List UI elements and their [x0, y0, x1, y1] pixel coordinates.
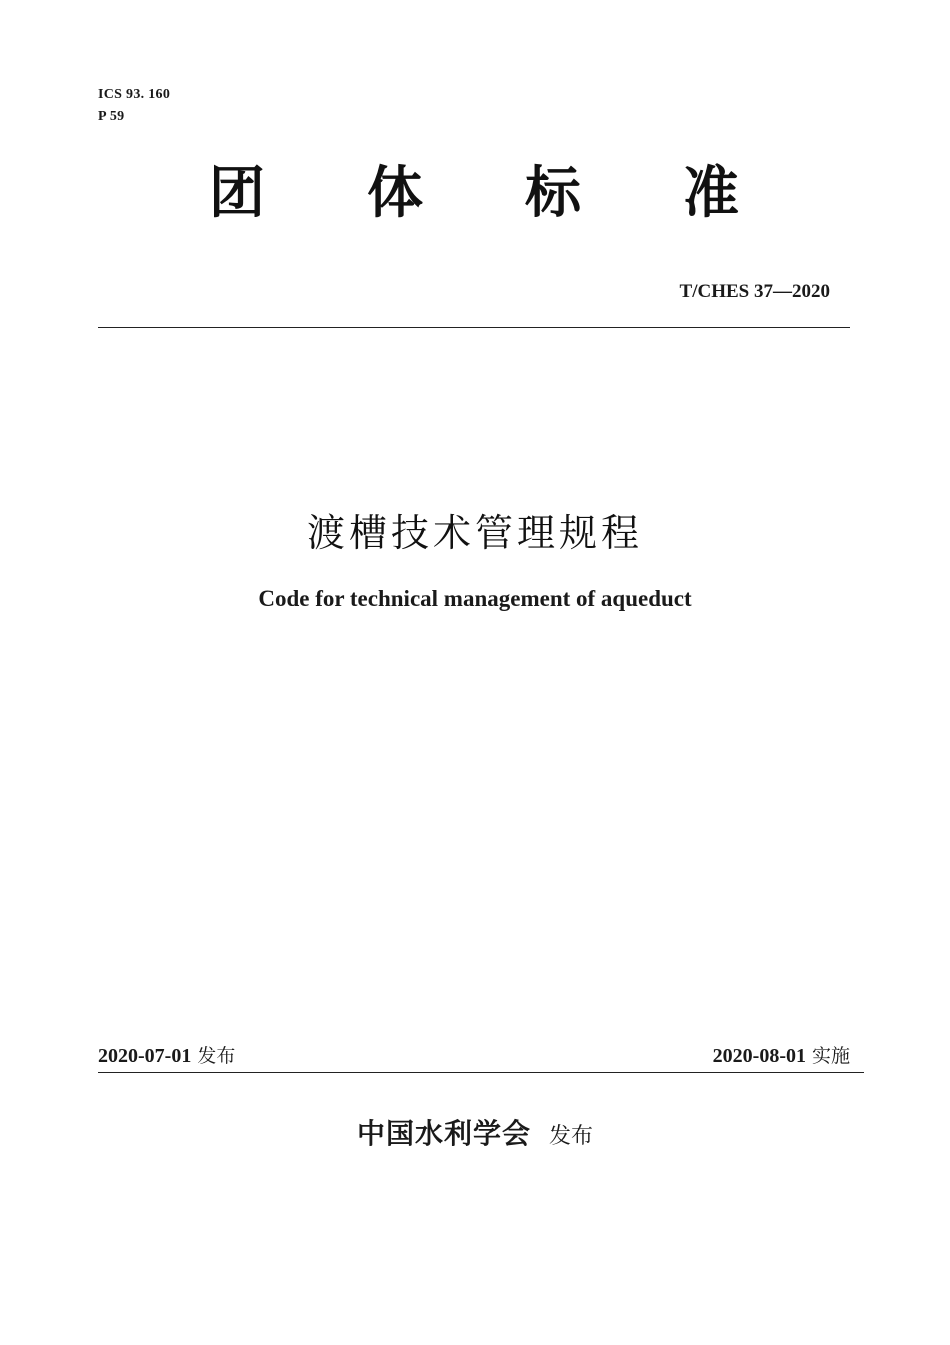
publisher-label: 发布: [549, 1124, 594, 1149]
standard-number: T/CHES 37—2020: [679, 281, 830, 302]
issue-date-label: 发布: [197, 1045, 236, 1067]
doc-type-char: 团: [209, 161, 265, 226]
publisher-organization: 中国水利学会: [356, 1117, 531, 1150]
document-type-heading: [98, 158, 850, 230]
title-chinese: 渡槽技术管理规程: [306, 511, 643, 555]
issue-date-value: 2020-07-01: [98, 1045, 192, 1067]
implementation-date: [713, 1041, 850, 1068]
header-divider: [98, 327, 850, 328]
doc-type-char: 标: [525, 161, 581, 226]
implementation-date-value: 2020-08-01: [712, 1045, 806, 1067]
doc-type-char: 体: [367, 161, 423, 226]
title-english: Code for technical management of aqueduct: [258, 586, 692, 611]
implementation-date-label: 实施: [811, 1045, 850, 1067]
classification-code: P 59: [98, 109, 125, 124]
footer-divider: [98, 1072, 864, 1073]
publisher: [0, 1112, 950, 1152]
issue-date: [98, 1041, 235, 1068]
ics-code: ICS 93. 160: [98, 87, 171, 102]
doc-type-char: 准: [683, 161, 739, 226]
